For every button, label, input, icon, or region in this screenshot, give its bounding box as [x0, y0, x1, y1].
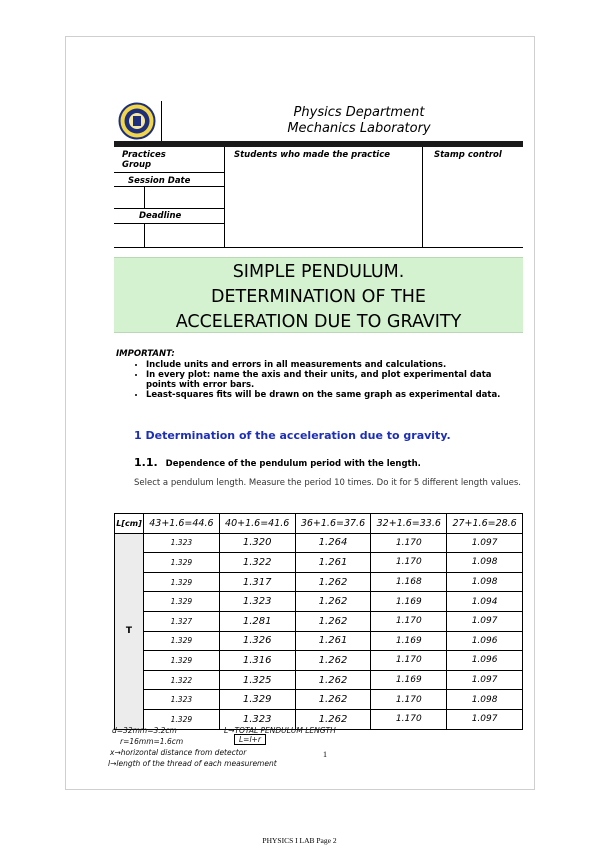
divider	[114, 208, 224, 209]
length-header: 40+1.6=41.6	[219, 514, 295, 534]
lab-sheet	[108, 101, 523, 768]
table-header-row	[115, 514, 523, 534]
department-name: Physics Department	[293, 105, 425, 120]
period-measurements-table	[114, 513, 523, 730]
page-footer: PHYSICS I LAB Page 2	[262, 836, 337, 845]
table-cell: 1.329	[144, 631, 220, 651]
table-cell: 1.097	[447, 709, 523, 729]
table-cell: 1.262	[295, 592, 371, 612]
section-heading: 1 Determination of the acceleration due to gravity.	[134, 429, 451, 442]
table-cell: 1.329	[144, 592, 220, 612]
page-number: 1	[323, 750, 327, 759]
title-line-2: DETERMINATION OF THE	[211, 287, 426, 307]
table-cell: 1.262	[295, 709, 371, 729]
list-item: • In every plot: name the axis and their units, and plot experimental data points with error bars.	[146, 370, 521, 390]
table-row	[115, 651, 523, 671]
important-heading: IMPORTANT:	[116, 349, 175, 359]
table-cell: 1.094	[447, 592, 523, 612]
table-cell: 1.329	[144, 709, 220, 729]
note-horizontal-distance: x→horizontal distance from detector	[110, 748, 247, 757]
table-row	[115, 592, 523, 612]
table-row	[115, 533, 523, 553]
table-cell: 1.170	[371, 611, 447, 631]
table-cell: 1.262	[295, 670, 371, 690]
deadline-label: Deadline	[139, 211, 182, 221]
divider	[114, 172, 224, 173]
table-cell: 1.281	[219, 611, 295, 631]
table-cell: 1.170	[371, 709, 447, 729]
table-cell: 1.329	[219, 690, 295, 710]
header-title	[244, 105, 474, 137]
table-row	[115, 572, 523, 592]
note-length-formula-box	[234, 735, 266, 744]
divider	[144, 223, 145, 247]
table-cell: 1.323	[219, 709, 295, 729]
table-cell: 1.320	[219, 533, 295, 553]
title-line-3: ACCELERATION DUE TO GRAVITY	[175, 312, 462, 332]
practice-form	[114, 147, 523, 248]
note-diameter: d=32mm=3.2cm	[112, 726, 177, 735]
form-right-column	[422, 147, 524, 247]
table-cell: 1.262	[295, 690, 371, 710]
table-cell: 1.326	[219, 631, 295, 651]
important-list	[116, 360, 521, 400]
table-cell: 1.323	[219, 592, 295, 612]
instructions-paragraph	[114, 478, 523, 488]
table-cell: 1.097	[447, 533, 523, 553]
table-cell: 1.169	[371, 592, 447, 612]
length-header: 36+1.6=37.6	[295, 514, 371, 534]
table-cell: 1.261	[295, 631, 371, 651]
table-row	[115, 553, 523, 573]
note-total-length: L→TOTAL PENDULUM LENGTH	[224, 726, 336, 735]
divider	[114, 223, 224, 224]
table-cell: 1.329	[144, 572, 220, 592]
table-cell: 1.316	[219, 651, 295, 671]
note-thread-length: l→length of the thread of each measurement	[108, 759, 277, 768]
table-cell: 1.322	[144, 670, 220, 690]
table-cell: 1.097	[447, 670, 523, 690]
table-cell: 1.170	[371, 690, 447, 710]
table-cell: 1.261	[295, 553, 371, 573]
instructions-text: Select a pendulum length. Measure the period 10 times. Do it for 5 different length values.	[134, 478, 521, 488]
table-cell: 1.329	[144, 553, 220, 573]
subsection-heading	[134, 456, 421, 469]
divider	[114, 186, 224, 187]
list-item: • Include units and errors in all measurements and calculations.	[146, 360, 521, 370]
table-cell: 1.170	[371, 651, 447, 671]
table-cell: 1.327	[144, 611, 220, 631]
length-header: 32+1.6=33.6	[371, 514, 447, 534]
university-seal-icon	[114, 101, 162, 141]
table-cell: 1.096	[447, 651, 523, 671]
table-cell: 1.323	[144, 533, 220, 553]
stamp-control-label: Stamp control	[434, 150, 502, 160]
table-cell: 1.322	[219, 553, 295, 573]
table-cell: 1.262	[295, 572, 371, 592]
table-row	[115, 690, 523, 710]
important-notes	[116, 349, 521, 400]
length-unit-header: L[cm]	[115, 514, 144, 534]
practices-group-label: Practices Group	[122, 150, 166, 170]
period-row-label: T	[115, 533, 144, 729]
subsection-title: Dependence of the pendulum period with the length.	[165, 459, 421, 469]
table-cell: 1.098	[447, 690, 523, 710]
document-header	[114, 101, 523, 147]
table-cell: 1.325	[219, 670, 295, 690]
session-date-label: Session Date	[128, 176, 191, 186]
table-cell: 1.264	[295, 533, 371, 553]
subsection-number: 1.1.	[134, 456, 158, 469]
table-cell: 1.329	[144, 651, 220, 671]
document-title	[114, 257, 523, 333]
title-line-1: SIMPLE PENDULUM.	[232, 262, 405, 282]
table-cell: 1.317	[219, 572, 295, 592]
note-length-formula: L=l+r	[234, 734, 266, 745]
table-cell: 1.170	[371, 553, 447, 573]
laboratory-name: Mechanics Laboratory	[287, 121, 431, 136]
table-cell: 1.168	[371, 572, 447, 592]
list-item: • Least-squares fits will be drawn on the same graph as experimental data.	[146, 390, 521, 400]
table-cell: 1.262	[295, 651, 371, 671]
table-cell: 1.262	[295, 611, 371, 631]
length-header: 27+1.6=28.6	[447, 514, 523, 534]
note-radius: r=16mm=1.6cm	[120, 737, 184, 746]
table-row	[115, 611, 523, 631]
table-cell: 1.096	[447, 631, 523, 651]
table-cell: 1.323	[144, 690, 220, 710]
table-cell: 1.170	[371, 533, 447, 553]
divider	[144, 186, 145, 208]
length-header: 43+1.6=44.6	[144, 514, 220, 534]
table-cell: 1.097	[447, 611, 523, 631]
table-row	[115, 631, 523, 651]
table-cell: 1.169	[371, 631, 447, 651]
table-row	[115, 670, 523, 690]
table-cell: 1.098	[447, 572, 523, 592]
students-label: Students who made the practice	[234, 150, 390, 160]
table-cell: 1.098	[447, 553, 523, 573]
table-cell: 1.169	[371, 670, 447, 690]
